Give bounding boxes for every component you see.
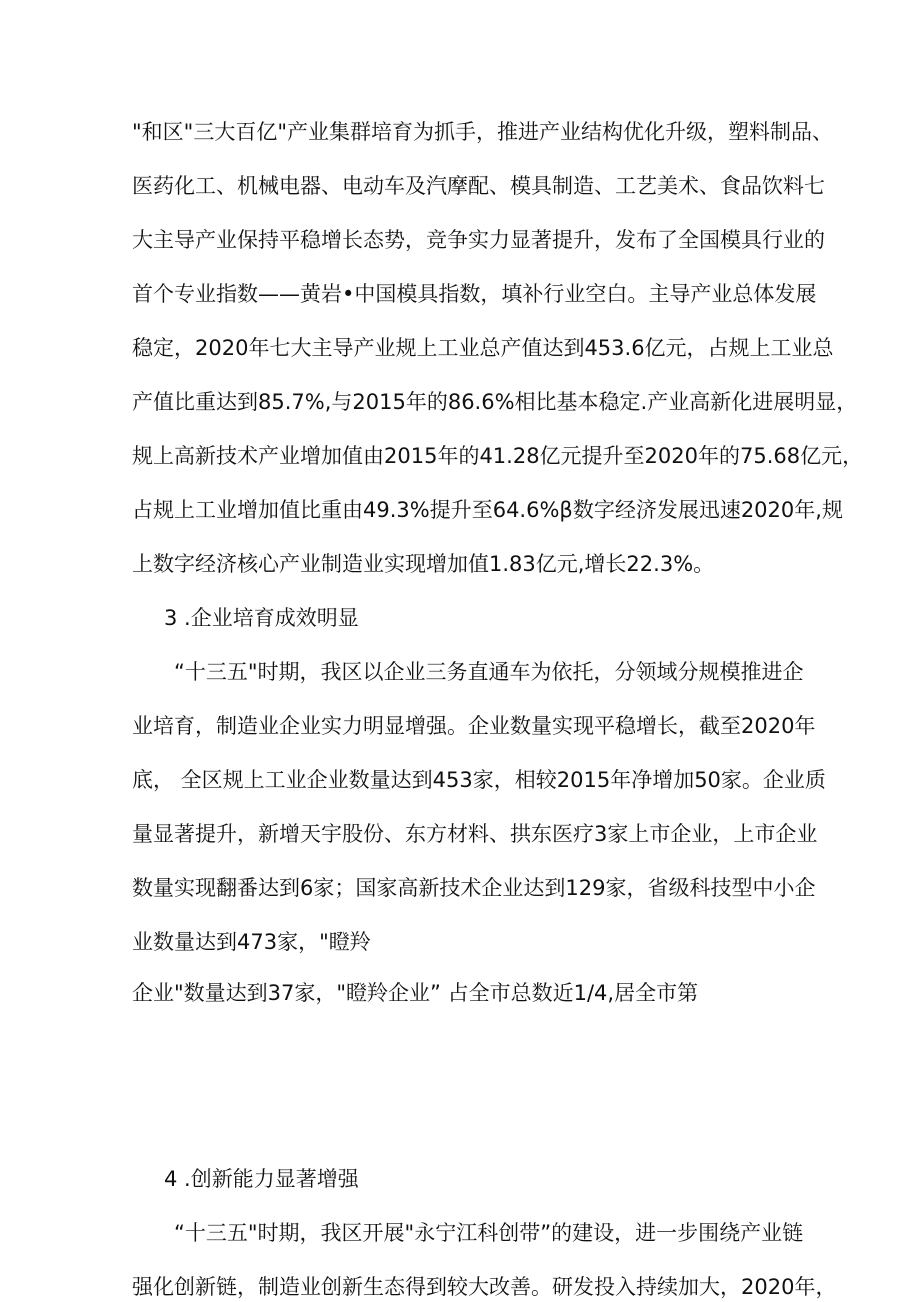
paragraph-2-line: 业培育，制造业企业实力明显增强。企业数量实现平稳增长，截至2020年 <box>132 714 816 738</box>
section-heading-4: 4 .创新能力显著增强 <box>164 1167 359 1191</box>
paragraph-1-line: 首个专业指数——黄岩•中国模具指数，填补行业空白。主导产业总体发展 <box>132 282 817 306</box>
paragraph-1-line: 大主导产业保持平稳增长态势，竞争实力显著提升，发布了全国模具行业的 <box>132 228 825 252</box>
paragraph-1-line: 产值比重达到85.7%,与2015年的86.6%相比基本稳定.产业高新化进展明显， <box>132 390 858 414</box>
paragraph-2-line: 业数量达到473家，"瞪羚 <box>132 930 371 954</box>
paragraph-1-line: 医药化工、机械电器、电动车及汽摩配、模具制造、工艺美术、食品饮料七 <box>132 174 825 198</box>
paragraph-1-line: 规上高新技术产业增加值由2015年的41.28亿元提升至2020年的75.68亿元， <box>132 444 864 468</box>
section-heading-3: 3 .企业培育成效明显 <box>164 606 359 630</box>
paragraph-2-line: 量显著提升，新增天宇股份、东方材料、拱东医疗3家上市企业，上市企业 <box>132 822 818 846</box>
paragraph-1-line: "和区"三大百亿"产业集群培育为抓手，推进产业结构优化升级，塑料制品、 <box>132 120 833 144</box>
paragraph-1-line: 上数字经济核心产业制造业实现增加值1.83亿元,增长22.3%。 <box>132 552 715 576</box>
paragraph-2-line: 企业"数量达到37家，"瞪羚企业” 占全市总数近1/4,居全市第 <box>132 981 699 1005</box>
paragraph-3-line: “十三五"时期，我区开展"永宁江科创带”的建设，进一步围绕产业链 <box>174 1221 804 1245</box>
paragraph-1-line: 占规上工业增加值比重由49.3%提升至64.6%β数字经济发展迅速2020年,规 <box>132 498 843 522</box>
paragraph-1-line: 稳定，2020年七大主导产业规上工业总产值达到453.6亿元，占规上工业总 <box>132 336 834 360</box>
paragraph-2-line: 底， 全区规上工业企业数量达到453家，相较2015年净增加50家。企业质 <box>132 768 826 792</box>
paragraph-3-line: 强化创新链，制造业创新生态得到较大改善。研发投入持续加大，2020年， <box>132 1275 837 1299</box>
paragraph-2-line: 数量实现翻番达到6家；国家高新技术企业达到129家，省级科技型中小企 <box>132 876 816 900</box>
paragraph-2-line: “十三五"时期，我区以企业三务直通车为依托，分领域分规模推进企 <box>174 660 804 684</box>
